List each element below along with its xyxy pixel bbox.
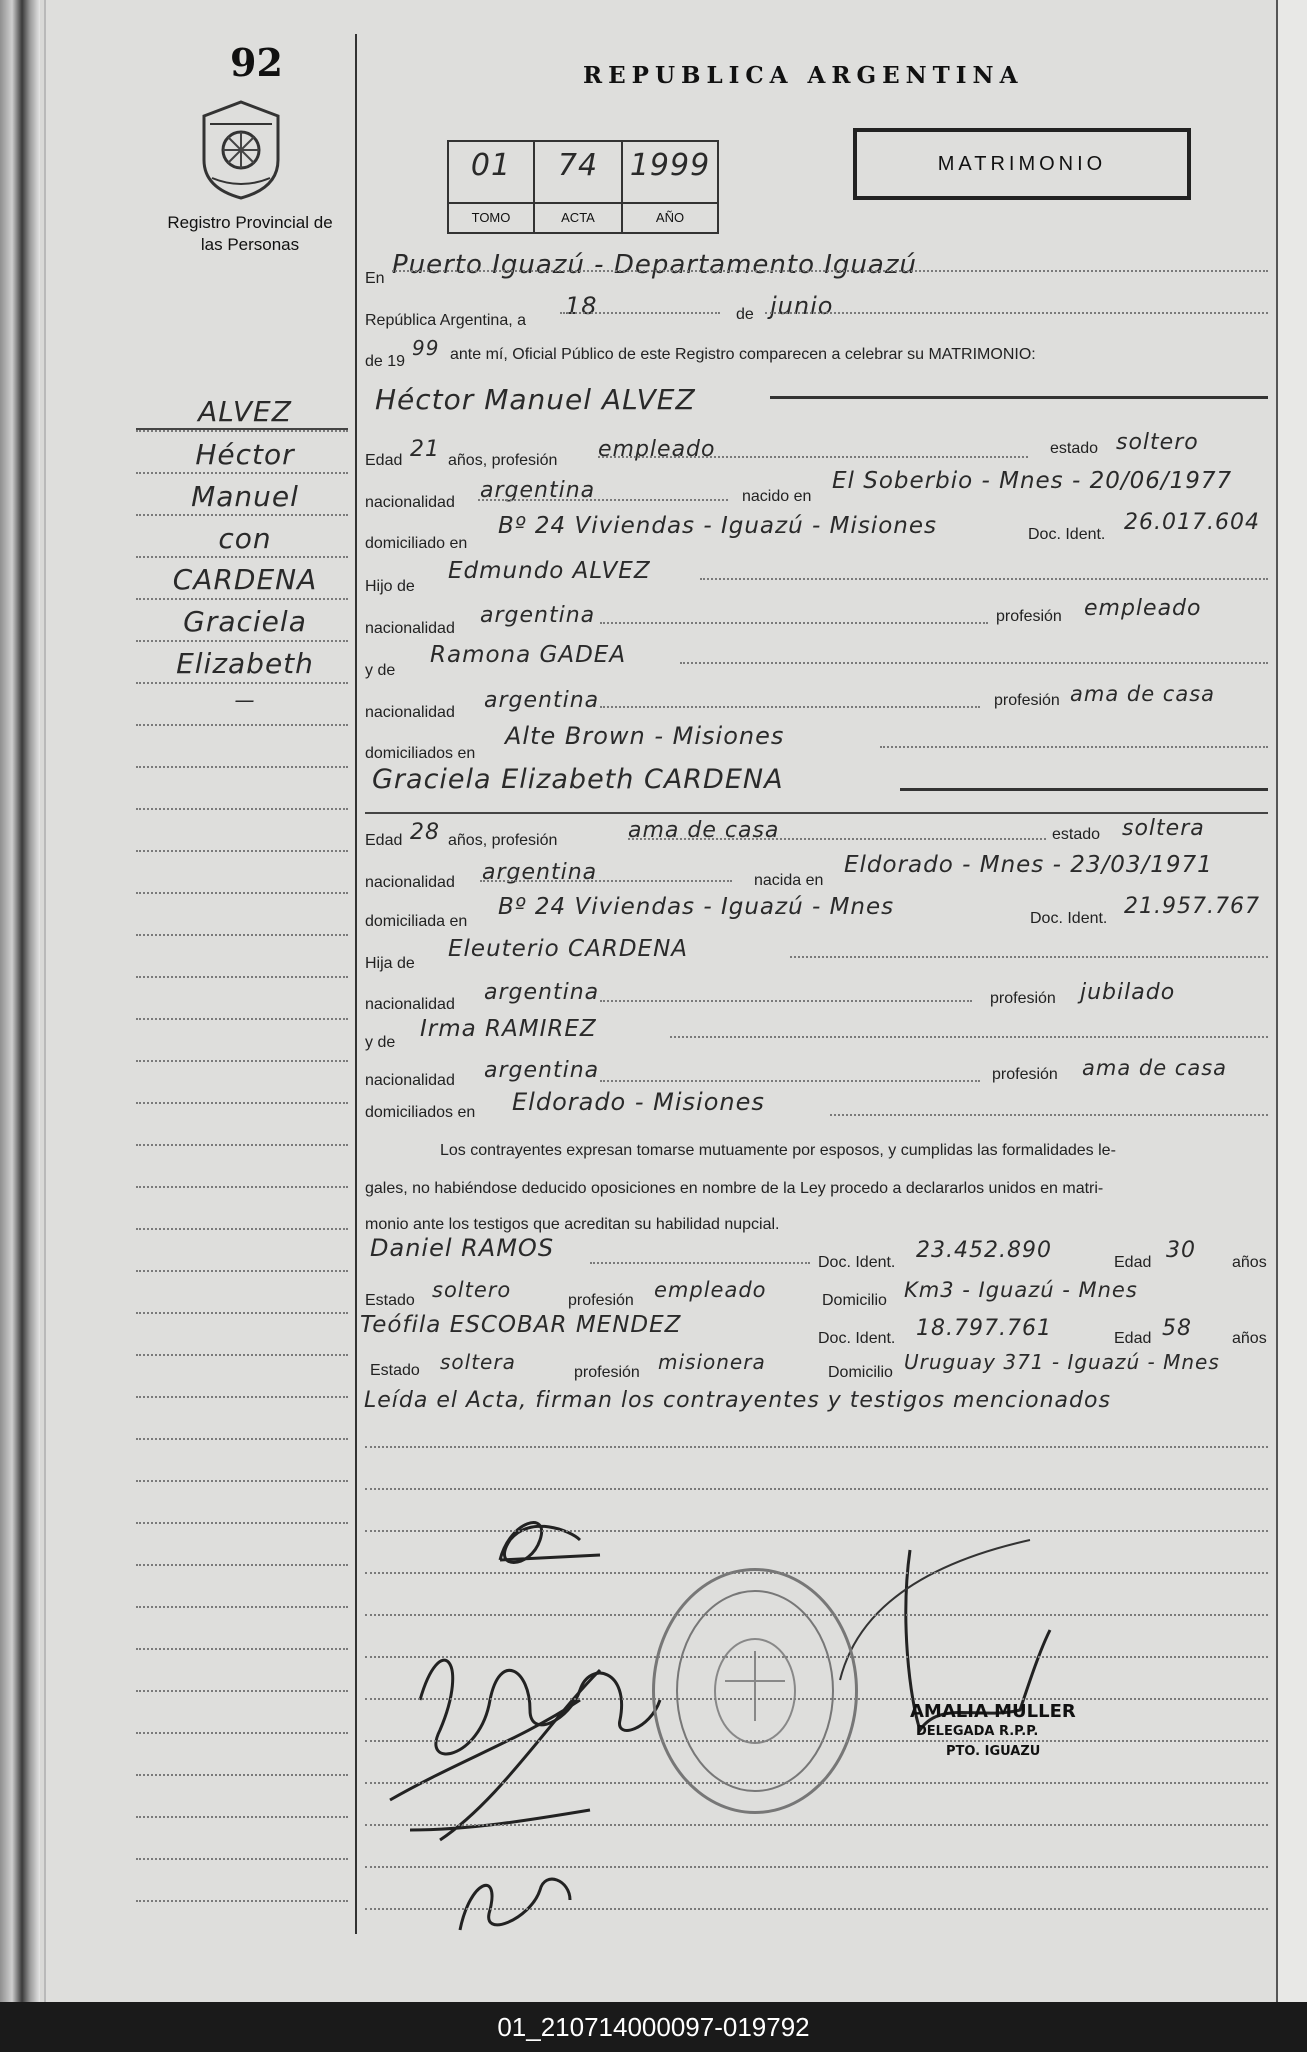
acta-label: ACTA xyxy=(535,202,621,232)
delegate-place: PTO. IGUAZU xyxy=(946,1744,1041,1759)
label-de: de xyxy=(736,306,754,323)
margin-name-3: Graciela xyxy=(183,605,307,638)
groom-mother-nationality: argentina xyxy=(484,688,600,713)
margin-name-4: Elizabeth xyxy=(176,647,314,680)
label-domiciliados: domiciliados en xyxy=(365,745,476,762)
body-rule xyxy=(365,1530,1268,1532)
label-yde: y de xyxy=(365,662,396,679)
witness-1-doc: 23.452.890 xyxy=(916,1238,1052,1263)
label-hija: Hija de xyxy=(365,955,415,972)
groom-estado: soltero xyxy=(1116,430,1199,455)
margin-rule xyxy=(136,1270,348,1272)
witness-2-age: 58 xyxy=(1162,1316,1192,1341)
bride-father: Eleuterio CARDENA xyxy=(448,936,689,962)
label-nacionalidad-6: nacionalidad xyxy=(365,1072,455,1089)
groom-father-nationality: argentina xyxy=(480,603,596,628)
ano-value: 1999 xyxy=(629,148,711,183)
provincial-shield-icon xyxy=(196,98,286,202)
tomo-cell xyxy=(449,142,535,232)
round-official-seal xyxy=(652,1568,858,1814)
margin-rule xyxy=(136,1018,348,1020)
label-profesion-2: profesión xyxy=(994,692,1060,709)
margin-name-2: Manuel xyxy=(191,480,299,513)
margin-rule xyxy=(136,850,348,852)
witness-2-doc: 18.797.761 xyxy=(916,1316,1052,1341)
margin-rule xyxy=(136,682,348,684)
bride-domicile: Bº 24 Viviendas - Iguazú - Mnes xyxy=(498,894,895,920)
bride-parents-domicile: Eldorado - Misiones xyxy=(512,1088,765,1116)
margin-conjunction: con xyxy=(218,522,272,555)
groom-parents-domicile: Alte Brown - Misiones xyxy=(505,722,785,750)
acta-value: 74 xyxy=(557,148,599,183)
margin-rule xyxy=(136,1690,348,1692)
bride-father-nationality: argentina xyxy=(484,980,600,1005)
label-ante: ante mí, Oficial Público de este Registro comparecen a celebrar su MATRIMONIO: xyxy=(450,346,1036,363)
groom-doc: 26.017.604 xyxy=(1124,510,1260,535)
margin-rule xyxy=(136,976,348,978)
seal-emblem-icon xyxy=(655,1571,855,1811)
folio-number: 92 xyxy=(230,40,283,85)
body-rule xyxy=(365,1740,1268,1742)
label-domicilio: Domicilio xyxy=(822,1292,887,1309)
bride-mother-nationality: argentina xyxy=(484,1058,600,1083)
groom-age: 21 xyxy=(410,437,440,462)
label-anos-prof-2: años, profesión xyxy=(448,832,558,849)
groom-name: Héctor Manuel ALVEZ xyxy=(375,383,696,416)
label-nacido: nacido en xyxy=(742,488,812,505)
file-identifier: 01_210714000097-019792 xyxy=(0,2002,1307,2052)
margin-surname-2: CARDENA xyxy=(172,563,318,596)
bride-estado: soltera xyxy=(1122,816,1205,841)
groom-profession: empleado xyxy=(598,437,716,462)
margin-rule xyxy=(136,724,348,726)
book-spine xyxy=(0,0,40,2002)
tomo-label: TOMO xyxy=(449,202,533,232)
margin-rule xyxy=(136,1606,348,1608)
margin-rule xyxy=(136,1354,348,1356)
label-hijo: Hijo de xyxy=(365,578,415,595)
margin-divider xyxy=(355,34,357,1934)
label-domicilio-2: Domicilio xyxy=(828,1364,893,1381)
margin-rule xyxy=(136,598,348,600)
label-domiciliado: domiciliado en xyxy=(365,535,468,552)
margin-name-1: Héctor xyxy=(195,438,295,471)
groom-father: Edmundo ALVEZ xyxy=(448,558,651,584)
label-domiciliados-2: domiciliados en xyxy=(365,1104,476,1121)
margin-rule xyxy=(136,1396,348,1398)
label-estado-4: Estado xyxy=(370,1362,420,1379)
label-doc-2: Doc. Ident. xyxy=(1030,910,1108,927)
margin-rule xyxy=(136,1900,348,1902)
groom-mother-profession: ama de casa xyxy=(1070,682,1216,706)
delegate-title: DELEGADA R.P.P. xyxy=(916,1724,1039,1739)
label-nacionalidad: nacionalidad xyxy=(365,494,455,511)
place-value: Puerto Iguazú - Departamento Iguazú xyxy=(392,250,917,280)
label-estado: estado xyxy=(1050,440,1099,457)
body-rule xyxy=(365,1656,1268,1658)
tomo-value: 01 xyxy=(470,148,512,183)
margin-rule-top xyxy=(136,428,348,430)
label-profesion: profesión xyxy=(996,608,1062,625)
witness-1-age: 30 xyxy=(1166,1238,1196,1263)
body-rule xyxy=(365,1488,1268,1490)
page-edge xyxy=(1276,0,1307,2002)
margin-rule xyxy=(136,472,348,474)
margin-rule xyxy=(136,1144,348,1146)
label-nacionalidad-3: nacionalidad xyxy=(365,704,455,721)
margin-rule xyxy=(136,1480,348,1482)
bride-mother: Irma RAMIREZ xyxy=(420,1016,597,1042)
delegate-stamp xyxy=(910,1702,1076,1762)
label-year-prefix: de 19 xyxy=(365,353,406,370)
margin-rule xyxy=(136,556,348,558)
label-doc: Doc. Ident. xyxy=(1028,526,1106,543)
witness-2-domicile: Uruguay 371 - Iguazú - Mnes xyxy=(904,1350,1220,1374)
groom-domicile: Bº 24 Viviendas - Iguazú - Misiones xyxy=(498,513,937,539)
witness-1-domicile: Km3 - Iguazú - Mnes xyxy=(904,1278,1138,1302)
label-estado-3: Estado xyxy=(365,1292,415,1309)
text-paragraph-3: monio ante los testigos que acreditan su habilidad nupcial. xyxy=(365,1216,780,1233)
label-profesion-3: profesión xyxy=(990,990,1056,1007)
label-edad-4: Edad xyxy=(1114,1330,1152,1347)
margin-rule xyxy=(136,1774,348,1776)
body-rule xyxy=(365,1698,1268,1700)
label-republica: República Argentina, a xyxy=(365,312,526,329)
record-index-box xyxy=(447,140,719,234)
text-paragraph-1: Los contrayentes expresan tomarse mutuamente por esposos, y cumplidas las formalidades le- xyxy=(440,1142,1116,1159)
margin-rule xyxy=(136,1522,348,1524)
ano-label: AÑO xyxy=(623,202,717,232)
witness-2-estado: soltera xyxy=(440,1350,516,1374)
margin-rule xyxy=(136,1816,348,1818)
label-nacida: nacida en xyxy=(754,872,824,889)
margin-rule xyxy=(136,1060,348,1062)
margin-rule xyxy=(136,1732,348,1734)
margin-rule xyxy=(136,514,348,516)
label-nacionalidad-5: nacionalidad xyxy=(365,996,455,1013)
bride-nationality: argentina xyxy=(482,860,598,885)
ano-cell xyxy=(623,142,717,232)
groom-birthplace: El Soberbio - Mnes - 20/06/1977 xyxy=(832,468,1233,494)
bride-father-profession: jubilado xyxy=(1080,980,1176,1005)
witness-2-profession: misionera xyxy=(658,1350,766,1374)
groom-mother: Ramona GADEA xyxy=(430,642,627,668)
body-rule xyxy=(365,1446,1268,1448)
label-anos-prof: años, profesión xyxy=(448,452,558,469)
label-nacionalidad-4: nacionalidad xyxy=(365,874,455,891)
body-rule xyxy=(365,1782,1268,1784)
label-profesion-5: profesión xyxy=(568,1292,634,1309)
month-value: junio xyxy=(770,292,834,320)
margin-rule xyxy=(136,1228,348,1230)
text-paragraph-2: gales, no habiéndose deducido oposiciones en nombre de la Ley procedo a declararlos unidos en matri- xyxy=(365,1180,1104,1197)
label-edad: Edad xyxy=(365,452,403,469)
label-en: En xyxy=(365,270,385,287)
body-rule xyxy=(365,1614,1268,1616)
margin-rule xyxy=(136,430,348,432)
bride-profession: ama de casa xyxy=(628,818,780,843)
body-rule xyxy=(365,1866,1268,1868)
label-yde-2: y de xyxy=(365,1034,396,1051)
margin-dash: — xyxy=(234,688,256,712)
acta-cell xyxy=(535,142,623,232)
bride-doc: 21.957.767 xyxy=(1124,894,1260,919)
label-profesion-6: profesión xyxy=(574,1364,640,1381)
record-type-box: MATRIMONIO xyxy=(853,128,1191,200)
margin-rule xyxy=(136,934,348,936)
body-rule xyxy=(365,1824,1268,1826)
body-rule xyxy=(365,1908,1268,1910)
year-suffix: 99 xyxy=(412,336,440,360)
country-heading: REPUBLICA ARGENTINA xyxy=(583,62,1024,89)
day-value: 18 xyxy=(565,292,598,320)
label-anos-3: años xyxy=(1232,1330,1267,1347)
witness-1-name: Daniel RAMOS xyxy=(370,1234,555,1262)
bride-mother-profession: ama de casa xyxy=(1082,1056,1228,1080)
margin-rule xyxy=(136,766,348,768)
margin-surname-1: ALVEZ xyxy=(198,395,292,428)
margin-rule xyxy=(136,1648,348,1650)
margin-rule xyxy=(136,1102,348,1104)
label-edad-2: Edad xyxy=(365,832,403,849)
margin-rule xyxy=(136,1564,348,1566)
label-doc-4: Doc. Ident. xyxy=(818,1330,896,1347)
closing-statement: Leída el Acta, firman los contrayentes y testigos mencionados xyxy=(364,1388,1111,1413)
margin-rule xyxy=(136,892,348,894)
margin-rule xyxy=(136,1186,348,1188)
label-anos-2: años xyxy=(1232,1254,1267,1271)
label-domiciliada: domiciliada en xyxy=(365,913,468,930)
body-rule xyxy=(365,1572,1268,1574)
bride-name: Graciela Elizabeth CARDENA xyxy=(372,764,784,795)
witness-1-estado: soltero xyxy=(432,1278,512,1302)
margin-rule xyxy=(136,1312,348,1314)
margin-rule xyxy=(136,808,348,810)
label-edad-3: Edad xyxy=(1114,1254,1152,1271)
bride-birthplace: Eldorado - Mnes - 23/03/1971 xyxy=(844,852,1213,878)
registry-name: Registro Provincial de las Personas xyxy=(167,213,333,254)
groom-nationality: argentina xyxy=(480,478,596,503)
margin-rule xyxy=(136,1438,348,1440)
groom-father-profession: empleado xyxy=(1084,596,1202,621)
margin-rule xyxy=(136,640,348,642)
label-doc-3: Doc. Ident. xyxy=(818,1254,896,1271)
bride-age: 28 xyxy=(410,820,440,845)
delegate-name: AMALIA MULLER xyxy=(910,1701,1076,1722)
label-nacionalidad-2: nacionalidad xyxy=(365,620,455,637)
label-profesion-4: profesión xyxy=(992,1066,1058,1083)
witness-2-name: Teófila ESCOBAR MENDEZ xyxy=(360,1312,682,1338)
label-estado-2: estado xyxy=(1052,826,1101,843)
margin-rule xyxy=(136,1858,348,1860)
witness-1-profession: empleado xyxy=(654,1278,767,1302)
